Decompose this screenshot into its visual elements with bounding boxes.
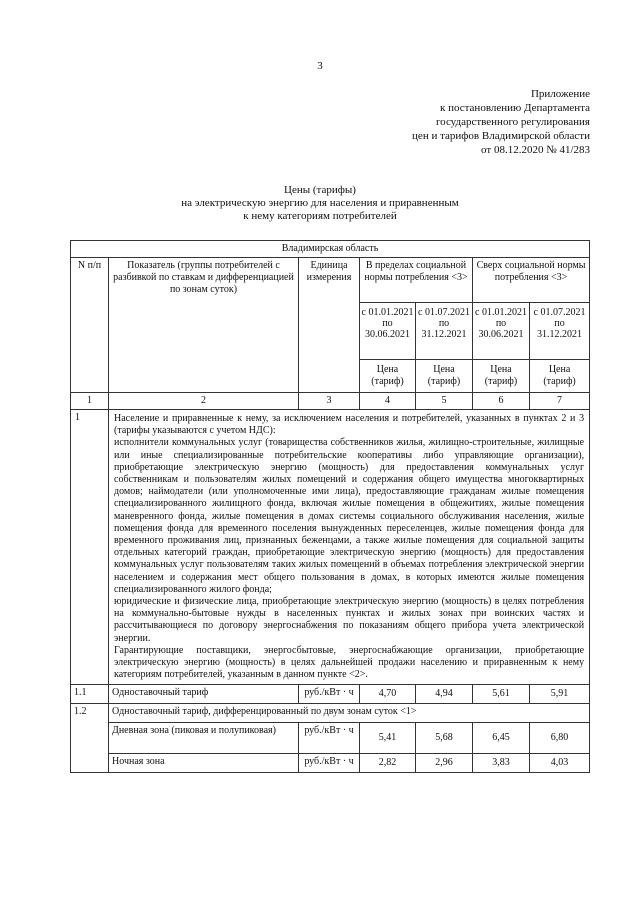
header-num: N п/п	[71, 258, 109, 393]
section-num: 1	[71, 410, 109, 685]
row-value: 4,94	[416, 685, 473, 704]
row-value: 6,45	[473, 723, 530, 754]
row-name: Одноставочный тариф, дифференцированный по двум зонам суток <1>	[109, 704, 590, 723]
appendix-block	[412, 87, 590, 157]
table-row	[71, 685, 590, 704]
section-paragraph: Гарантирующие поставщики, энергосбытовые, энергоснабжающие организации, приобретающие электрическую энергию (мощность) в целях дальнейшей продажи населению и приравненным к нему категориям потребителей, указанным в данном пункте <2>.	[114, 644, 585, 681]
row-value: 2,82	[360, 754, 416, 773]
document-title	[0, 184, 640, 223]
row-value: 2,96	[416, 754, 473, 773]
section-description	[109, 410, 590, 685]
title-line: к нему категориям потребителей	[243, 210, 397, 222]
row-unit: руб./кВт · ч	[299, 754, 360, 773]
appendix-line: цен и тарифов Владимирской области	[412, 130, 590, 142]
period-cell: с 01.01.2021 по 30.06.2021	[473, 303, 530, 360]
row-value: 5,68	[416, 723, 473, 754]
row-value: 5,61	[473, 685, 530, 704]
section-paragraph: юридические и физические лица, приобретающие электрическую энергию (мощность) в целях потребления на коммунально-бытовые нужды в населенных пунктах и жилых зонах при воинских частях и рассчитывающиеся по договору энергоснабжения по показаниям общего прибора учета электрической энергии.	[114, 596, 585, 644]
row-value: 4,70	[360, 685, 416, 704]
period-cell: с 01.01.2021 по 30.06.2021	[360, 303, 416, 360]
appendix-line: Приложение	[530, 88, 590, 100]
title-line: на электрическую энергию для населения и приравненным	[181, 197, 459, 209]
period-cell: с 01.07.2021 по 31.12.2021	[416, 303, 473, 360]
section-paragraph: исполнители коммунальных услуг (товарищества собственников жилья, жилищно-строительные, жилищные или иные специализированные потребительские кооперативы либо управляющие организации), приобретающие электрическую энергию (мощность) для предоставления коммунальных услуг собственникам и пользователям жилых помещений и содержания общего имущества многоквартирных домов; наймодатели (или уполномоченные ими лица), предоставляющие гражданам жилые помещения специализированного жилищного фонда, включая жилые помещения в общежитиях, жилые помещения маневренного фонда, жилые помещения в домах системы социального обслуживания населения, жилые помещения фонда для временного поселения вынужденных переселенцев, жилые помещения фонда для временного проживания лиц, признанных беженцами, а также жилые помещения для социальной защиты отдельных категорий граждан, приобретающие электрическую энергию (мощность) для предоставления коммунальных услуг пользователям таких жилых помещений в объемах потребления электрической энергии населением и содержания мест общего пользования в домах, в которых имеются жилые помещения специализированного жилого фонда;	[114, 437, 585, 595]
header-above-norm: Сверх социальной нормы потребления <3>	[473, 258, 590, 303]
price-label: Цена (тариф)	[473, 360, 530, 393]
row-unit: руб./кВт · ч	[299, 685, 360, 704]
row-num: 1.1	[71, 685, 109, 704]
header-indicator: Показатель (группы потребителей с разбивкой по ставкам и дифференциацией по зонам суток)	[109, 258, 299, 393]
price-label: Цена (тариф)	[530, 360, 590, 393]
row-value: 5,41	[360, 723, 416, 754]
row-name: Ночная зона	[109, 754, 299, 773]
column-index: 6	[473, 393, 530, 410]
row-value: 5,91	[530, 685, 590, 704]
table-row	[71, 704, 590, 723]
row-value: 3,83	[473, 754, 530, 773]
appendix-line: к постановлению Департамента	[439, 102, 590, 114]
table-row	[71, 723, 590, 754]
table-row	[71, 754, 590, 773]
row-name: Дневная зона (пиковая и полупиковая)	[109, 723, 299, 754]
column-index: 3	[299, 393, 360, 410]
row-name: Одноставочный тариф	[109, 685, 299, 704]
header-within-norm: В пределах социальной нормы потребления <3>	[360, 258, 473, 303]
period-cell: с 01.07.2021 по 31.12.2021	[530, 303, 590, 360]
appendix-line: государственного регулирования	[435, 116, 590, 128]
header-unit: Единица измерения	[299, 258, 360, 393]
row-unit: руб./кВт · ч	[299, 723, 360, 754]
row-value: 4,03	[530, 754, 590, 773]
row-num: 1.2	[71, 704, 109, 773]
price-label: Цена (тариф)	[416, 360, 473, 393]
row-value: 6,80	[530, 723, 590, 754]
appendix-line: от 08.12.2020 № 41/283	[481, 144, 590, 156]
column-index: 4	[360, 393, 416, 410]
region-cell: Владимирская область	[71, 241, 590, 258]
column-index: 1	[71, 393, 109, 410]
column-index: 5	[416, 393, 473, 410]
page-number: 3	[317, 60, 323, 72]
tariff-table	[70, 240, 590, 773]
column-index: 2	[109, 393, 299, 410]
section-intro: Население и приравненные к нему, за исключением населения и потребителей, указанных в пунктах 2 и 3 (тарифы указываются с учетом НДС):	[114, 413, 585, 437]
price-label: Цена (тариф)	[360, 360, 416, 393]
title-line: Цены (тарифы)	[284, 184, 356, 196]
column-index: 7	[530, 393, 590, 410]
